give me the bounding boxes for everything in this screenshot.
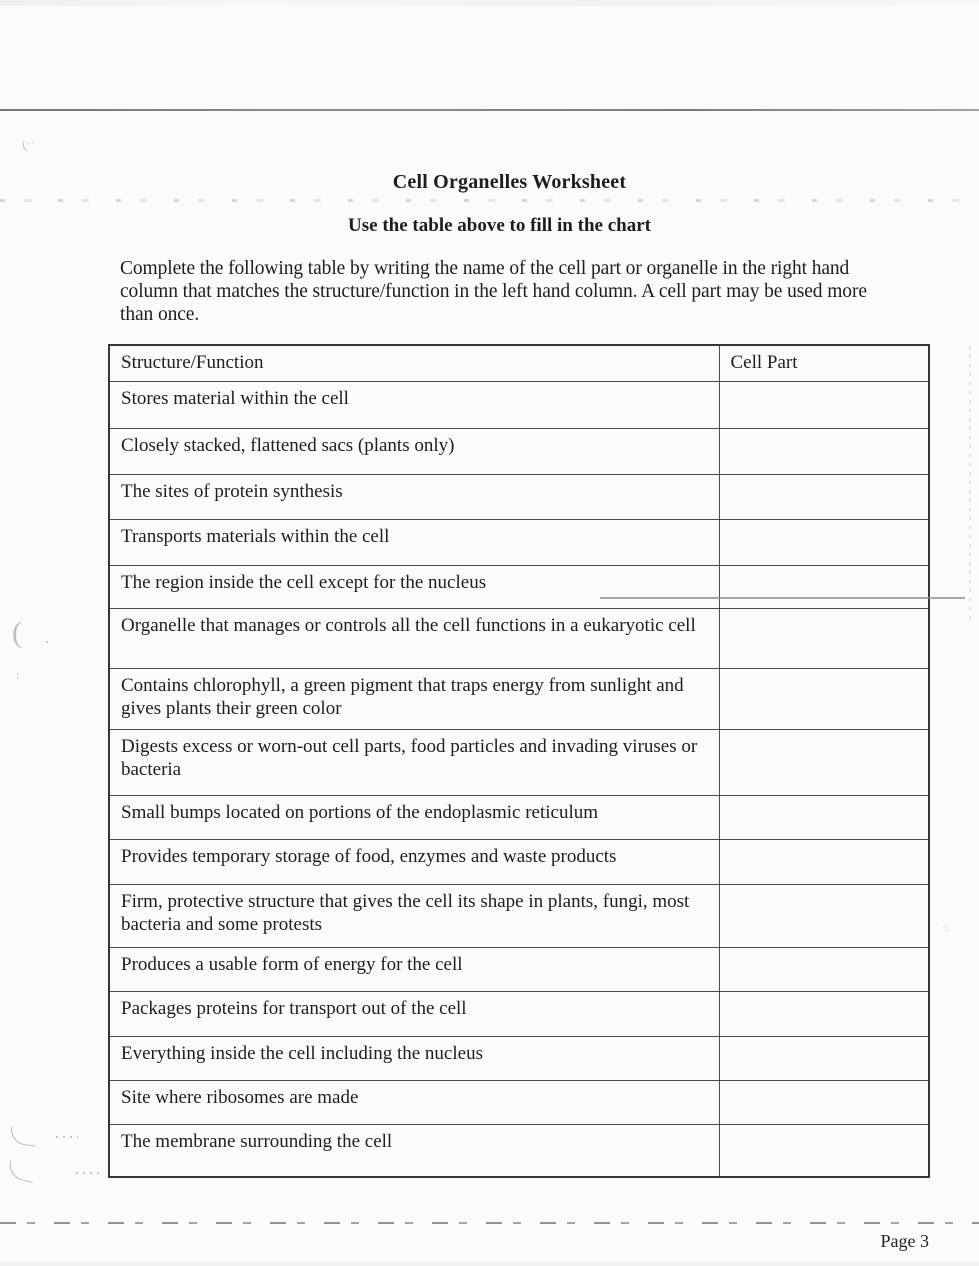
table-row	[109, 668, 929, 729]
structure-function-cell	[109, 1124, 719, 1177]
structure-function-text: Site where ribosomes are made	[121, 1086, 359, 1108]
cell-part-blank-cell	[719, 947, 929, 991]
cell-part-blank-cell	[719, 608, 929, 668]
cell-part-blank-cell	[719, 839, 929, 884]
structure-function-header: Structure/Function	[109, 345, 719, 381]
cell-part-blank-cell	[719, 474, 929, 519]
instructions-line-1: Complete the following table by writing the name of the cell part or organelle in the right hand	[120, 258, 850, 279]
structure-function-cell	[109, 381, 719, 428]
scan-smudge-line	[0, 199, 979, 202]
structure-function-cell	[109, 519, 719, 565]
structure-function-text: Small bumps located on portions of the endoplasmic reticulum	[121, 801, 599, 823]
structure-function-cell	[109, 795, 719, 839]
scan-dots-2	[76, 1172, 102, 1174]
structure-function-cell	[109, 565, 719, 608]
table-row	[109, 608, 929, 668]
structure-function-cell	[109, 839, 719, 884]
table-row	[109, 1036, 929, 1080]
table-row	[109, 947, 929, 991]
structure-function-cell	[109, 1080, 719, 1124]
structure-function-text: Everything inside the cell including the nucleus	[121, 1042, 483, 1064]
table-row	[109, 991, 929, 1036]
structure-function-text: The region inside the cell except for the nucleus	[121, 571, 487, 593]
structure-function-text: Stores material within the cell	[121, 387, 349, 409]
cell-part-blank-cell	[719, 565, 929, 608]
table-body	[109, 381, 929, 1177]
instructions-paragraph	[120, 257, 867, 326]
structure-function-text: Produces a usable form of energy for the cell	[121, 953, 463, 975]
structure-function-text: Closely stacked, flattened sacs (plants only)	[121, 434, 455, 456]
table-row	[109, 474, 929, 519]
structure-function-cell	[109, 668, 719, 729]
table-row	[109, 729, 929, 795]
structure-function-cell	[109, 428, 719, 474]
cell-part-blank-cell	[719, 991, 929, 1036]
cell-part-blank-cell	[719, 1036, 929, 1080]
structure-function-cell	[109, 991, 719, 1036]
page-title: Cell Organelles Worksheet	[392, 171, 627, 193]
structure-function-text: Contains chlorophyll, a green pigment that traps energy from sunlight and gives plants their green color	[121, 674, 684, 719]
instructions-line-3: than once.	[120, 304, 200, 325]
table-row	[109, 519, 929, 565]
scan-tick-left: :	[16, 668, 20, 682]
structure-function-text: The membrane surrounding the cell	[121, 1130, 393, 1152]
structure-function-text: Organelle that manages or controls all the cell functions in a eukaryotic cell	[121, 614, 696, 636]
cell-part-header: Cell Part	[719, 345, 929, 381]
structure-function-cell	[109, 608, 719, 668]
stray-scan-line	[600, 597, 965, 599]
page-subtitle: Use the table above to fill in the chart	[348, 215, 651, 236]
page-number: Page 3	[880, 1231, 929, 1251]
scan-curl-2	[6, 1160, 36, 1183]
scan-edge-bottom-artifact	[0, 1262, 979, 1266]
cell-part-blank-cell	[719, 381, 929, 428]
structure-function-cell	[109, 884, 719, 947]
scan-mark-left-middle: (	[12, 616, 22, 649]
cell-part-blank-cell	[719, 1124, 929, 1177]
cell-part-blank-cell	[719, 668, 929, 729]
cell-part-blank-cell	[719, 729, 929, 795]
table-row	[109, 1124, 929, 1177]
structure-function-text: Transports materials within the cell	[121, 525, 390, 547]
structure-function-cell	[109, 729, 719, 795]
instructions-line-2: column that matches the structure/function in the left hand column. A cell part may be used more	[120, 281, 867, 302]
cell-part-blank-cell	[719, 884, 929, 947]
table-row	[109, 795, 929, 839]
worksheet-table	[108, 344, 930, 1178]
cell-part-blank-cell	[719, 1080, 929, 1124]
table-header-row	[109, 345, 929, 381]
structure-function-cell	[109, 1036, 719, 1080]
table-row	[109, 565, 929, 608]
structure-function-text: Digests excess or worn-out cell parts, food particles and invading viruses or bacteria	[121, 735, 698, 780]
scan-dots-1	[56, 1136, 78, 1138]
structure-function-text: Provides temporary storage of food, enzymes and waste products	[121, 845, 617, 867]
structure-function-cell	[109, 947, 719, 991]
scan-dot	[46, 641, 48, 643]
structure-function-cell	[109, 474, 719, 519]
top-horizontal-rule	[0, 109, 979, 111]
scan-streak-right	[969, 346, 971, 621]
cell-part-blank-cell	[719, 519, 929, 565]
structure-function-text: Packages proteins for transport out of the cell	[121, 997, 467, 1019]
scan-curl-1	[9, 1126, 38, 1147]
cell-part-blank-cell	[719, 428, 929, 474]
bottom-dashed-rule	[0, 1222, 979, 1224]
scan-mark-top-left: (··	[20, 134, 37, 153]
table-row	[109, 839, 929, 884]
structure-function-text: Firm, protective structure that gives the cell its shape in plants, fungi, most bacteria and some protests	[121, 890, 690, 935]
scan-speck-right: ·:	[942, 922, 949, 934]
scan-edge-top-artifact	[0, 0, 979, 6]
cell-part-blank-cell	[719, 795, 929, 839]
table-row	[109, 884, 929, 947]
table-row	[109, 428, 929, 474]
table-row	[109, 1080, 929, 1124]
table-row	[109, 381, 929, 428]
structure-function-text: The sites of protein synthesis	[121, 480, 343, 502]
